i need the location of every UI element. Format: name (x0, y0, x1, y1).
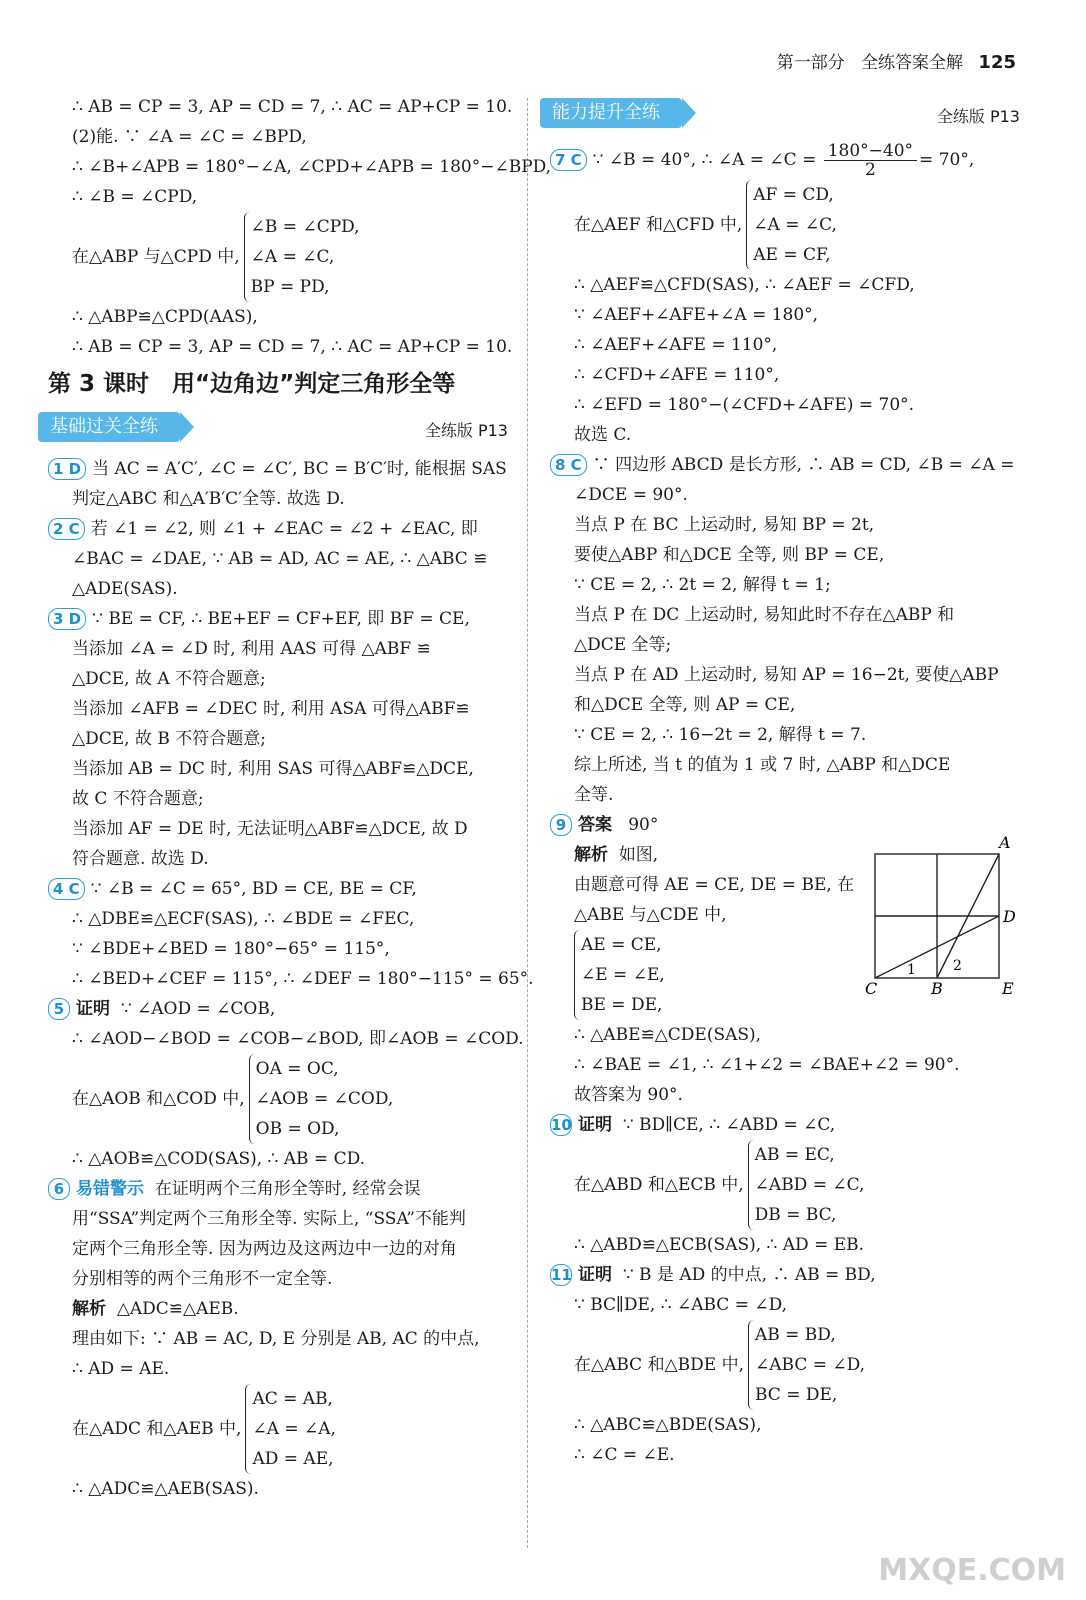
text-line: ∴ AB = CP = 3, AP = CD = 7, ∴ AC = AP+CP = 10. (72, 97, 513, 117)
question-3: 3 D ∵ BE = CF, ∴ BE+EF = CF+EF, 即 BF = CE, 当添加 ∠A = ∠D 时, 利用 AAS 可得 △ABF ≌ △DCE, 故 A 不符合题意; 当添加 ∠AFB = ∠DEC 时, 利用 ASA 可得△ABF≌ △DCE, 故 B 不符合题意; 当添加 AB = DC 时, 利用 SAS 可得△ABF≌△DCE, 故 C 不符合题意; 当添加 AF = DE 时, 无法证明△ABF≌△DCE, 故 D 符合题意. 故选 D. (48, 604, 508, 874)
question-10: 10 证明 ∵ BD∥CE, ∴ ∠ABD = ∠C, 在△ABD 和△ECB 中, AB = EC, ∠ABD = ∠C, DB = BC, ∴ △ABD≌△ECB(SAS), ∴ AD = EB. (550, 1110, 1020, 1260)
text-line: ∴ △ABP≌△CPD(AAS), (72, 307, 258, 327)
question-1: 1 D 当 AC = A′C′, ∠C = ∠C′, BC = B′C′时, 能根据 SAS 判定△ABC 和△A′B′C′全等. 故选 D. (48, 454, 508, 514)
section-basic (48, 410, 508, 448)
question-number: 1 D (48, 458, 86, 480)
column-divider (527, 98, 528, 1548)
question-number: 9 (550, 814, 572, 836)
header-title: 全练答案全解 (861, 53, 964, 73)
question-4: 4 C ∵ ∠B = ∠C = 65°, BD = CE, BE = CF, ∴ △DBE≌△ECF(SAS), ∴ ∠BDE = ∠FEC, ∵ ∠BDE+∠BED = 180°−65° = 115°, ∴ ∠BED+∠CEF = 115°, ∴ ∠DEF = 180°−115° = 65°. (48, 874, 508, 994)
angle-label-2: 2 (953, 958, 962, 974)
equation-system: 在△ADC 和△AEB 中, AC = AB, ∠A = ∠A, AD = AE, (48, 1384, 508, 1474)
question-number: 5 (48, 998, 70, 1020)
equation-system: 在△AOB 和△COD 中, OA = OC, ∠AOB = ∠COD, OB = OD, (48, 1054, 508, 1144)
lesson-title: 第 3 课时 用“边角边”判定三角形全等 (48, 371, 456, 397)
question-8: 8 C ∵ 四边形 ABCD 是长方形, ∴ AB = CD, ∠B = ∠A = ∠DCE = 90°. 当点 P 在 BC 上运动时, 易知 BP = 2t, 要使△ABP 和△DCE 全等, 则 BP = CE, ∵ CE = 2, ∴ 2t = 2, 解得 t = 1; 当点 P 在 DC 上运动时, 易知此时不存在△ABP 和 △DCE 全等; 当点 P 在 AD 上运动时, 易知 AP = 16−2t, 要使△ABP 和△DCE 全等, 则 AP = CE, ∵ CE = 2, ∴ 16−2t = 2, 解得 t = 7. 综上所述, 当 t 的值为 1 或 7 时, △ABP 和△DCE 全等. (550, 450, 1020, 810)
page-number: 125 (978, 52, 1016, 73)
question-number: 3 D (48, 608, 86, 630)
question-9: 9 答案 90° 解析 如图, 由题意可得 AE = CE, DE = BE, 在 △ABE 与△CDE 中, AE = CE, ∠E = ∠E, BE = DE, A D C B E 1 2 ∴ △ABE≌△CDE(SAS), ∴ ∠BAE = ∠1, ∴ ∠1+∠2 = ∠BAE+∠2 = 90°. 故答案为 90°. (550, 810, 1020, 1110)
equation-system: 在△ABC 和△BDE 中, AB = BD, ∠ABC = ∠D, BC = DE, (550, 1320, 1020, 1410)
text-line: ∴ AB = CP = 3, AP = CD = 7, ∴ AC = AP+CP = 10. (72, 337, 513, 357)
geometry-figure (855, 834, 1020, 994)
question-7: 7 C ∵ ∠B = 40°, ∴ ∠A = ∠C = $\frac{180^\circ-40^\circ}{2}$ = 70°, 在△AEF 和△CFD 中, AF = CD, ∠A = ∠C, AE = CF, ∴ △AEF≌△CFD(SAS), ∴ ∠AEF = ∠CFD, ∵ ∠AEF+∠AFE+∠A = 180°, ∴ ∠AEF+∠AFE = 110°, ∴ ∠CFD+∠AFE = 110°, ∴ ∠EFD = 180°−(∠CFD+∠AFE) = 70°. 故选 C. (550, 140, 1020, 450)
equation-system: 在△AEF 和△CFD 中, AF = CD, ∠A = ∠C, AE = CF, (550, 180, 1020, 270)
question-number: 4 C (48, 878, 85, 900)
fraction: $\frac{180^\circ-40^\circ}{2}$ (824, 142, 917, 179)
question-number: 11 (551, 1266, 572, 1284)
question-2: 2 C 若 ∠1 = ∠2, 则 ∠1 + ∠EAC = ∠2 + ∠EAC, 即 ∠BAC = ∠DAE, ∵ AB = AD, AC = AE, ∴ △ABC ≌ △ADE(SAS). (48, 514, 508, 604)
equation-system: 在△ABD 和△ECB 中, AB = EC, ∠ABD = ∠C, DB = BC, (550, 1140, 1020, 1230)
question-number: 2 C (48, 518, 85, 540)
warning-tag: 易错警示 (76, 1179, 144, 1199)
left-column (48, 92, 552, 1504)
label-B: B (931, 979, 943, 994)
equation-system: 在△ABP 与△CPD 中, ∠B = ∠CPD, ∠A = ∠C, BP = PD, (72, 212, 508, 302)
section-ref: 全练版 P13 (936, 107, 1020, 126)
label-C: C (865, 979, 878, 994)
label-D: D (1003, 907, 1016, 926)
question-number: 7 C (550, 149, 587, 171)
question-6: 6 易错警示 在证明两个三角形全等时, 经常会误 用“SSA”判定两个三角形全等. 实际上, “SSA”不能判 定两个三角形全等. 因为两边及这两边中一边的对角 分别相等的两个三角形不一定全等. 解析 △ADC≌△AEB. 理由如下: ∵ AB = AC, D, E 分别是 AB, AC 的中点, ∴ AD = AE. 在△ADC 和△AEB 中, AC = AB, ∠A = ∠A, AD = AE, ∴ △ADC≌△AEB(SAS). (48, 1174, 508, 1504)
right-column (550, 92, 1020, 1470)
question-number: 6 (48, 1178, 70, 1200)
question-number: 8 C (550, 454, 587, 476)
watermark: MXQE.COM (878, 1553, 1066, 1588)
section-banner: 基础过关全练 (38, 412, 180, 442)
section-ability (550, 96, 1020, 134)
label-A: A (999, 834, 1011, 852)
question-5: 5 证明 ∵ ∠AOD = ∠COB, ∴ ∠AOD−∠BOD = ∠COB−∠BOD, 即∠AOB = ∠COD. 在△AOB 和△COD 中, OA = OC, ∠AOB = ∠COD, OB = OD, ∴ △AOB≌△COD(SAS), ∴ AB = CD. (48, 994, 508, 1174)
label-E: E (1002, 979, 1014, 994)
text-line: ∴ ∠B = ∠CPD, (72, 187, 198, 207)
section-ref: 全练版 P13 (424, 421, 508, 440)
question-number: 10 (551, 1116, 572, 1134)
text-line: ∴ ∠B+∠APB = 180°−∠A, ∠CPD+∠APB = 180°−∠BPD, (72, 157, 552, 177)
text-line: (2)能. ∵ ∠A = ∠C = ∠BPD, (72, 127, 307, 147)
angle-label-1: 1 (907, 962, 916, 978)
section-banner: 能力提升全练 (540, 98, 682, 128)
question-11: 11 证明 ∵ B 是 AD 的中点, ∴ AB = BD, ∵ BC∥DE, ∴ ∠ABC = ∠D, 在△ABC 和△BDE 中, AB = BD, ∠ABC = ∠D, BC = DE, ∴ △ABC≌△BDE(SAS), ∴ ∠C = ∠E. (550, 1260, 1020, 1470)
page-header (777, 48, 1016, 73)
header-part: 第一部分 (776, 53, 845, 73)
